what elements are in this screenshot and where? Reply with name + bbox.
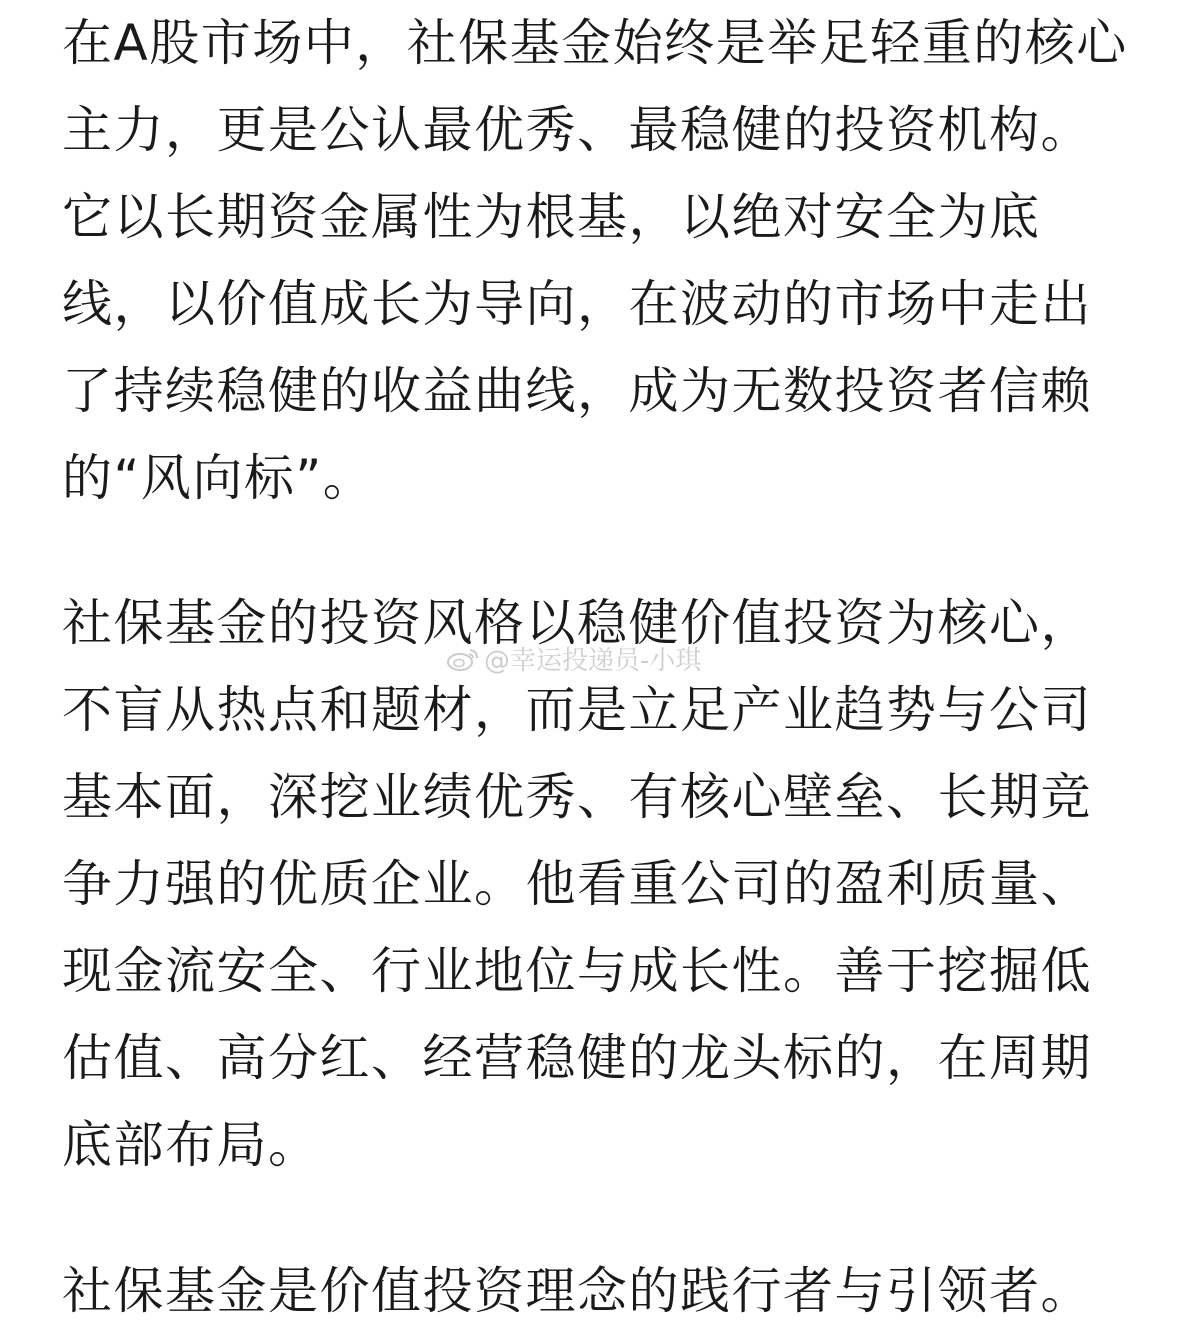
weibo-icon <box>446 646 480 672</box>
text-line: 估值、高分红、经营稳健的龙头标的，在周期 <box>62 1029 1092 1087</box>
text-line: 社保基金是价值投资理念的践行者与引领者。 <box>62 1262 1092 1320</box>
text-line: 争力强的优质企业。他看重公司的盈利质量、 <box>62 855 1092 913</box>
text-line: 不盲从热点和题材，而是立足产业趋势与公司 <box>62 681 1092 739</box>
text-line: 线，以价值成长为导向，在波动的市场中走出 <box>62 275 1092 333</box>
watermark-text: @幸运投递员-小琪 <box>484 646 702 676</box>
text-line: 底部布局。 <box>62 1116 320 1174</box>
text-line: 的“风向标”。 <box>62 449 375 507</box>
watermark <box>446 640 701 677</box>
text-line: 社保基金的投资风格以稳健价值投资为核心， <box>62 594 1092 652</box>
text-line: 基本面，深挖业绩优秀、有核心壁垒、长期竞 <box>62 768 1092 826</box>
text-line: 现金流安全、行业地位与成长性。善于挖掘低 <box>62 942 1092 1000</box>
paragraph-3 <box>62 1248 1092 1335</box>
text-line: 了持续稳健的收益曲线，成为无数投资者信赖 <box>62 362 1092 420</box>
text-line: 在A股市场中，社保基金始终是举足轻重的核心 <box>62 14 1128 72</box>
paragraph-1 <box>62 0 1128 522</box>
text-line: 主力，更是公认最优秀、最稳健的投资机构。 <box>62 101 1092 159</box>
text-line: 它以长期资金属性为根基，以绝对安全为底 <box>62 188 1041 246</box>
